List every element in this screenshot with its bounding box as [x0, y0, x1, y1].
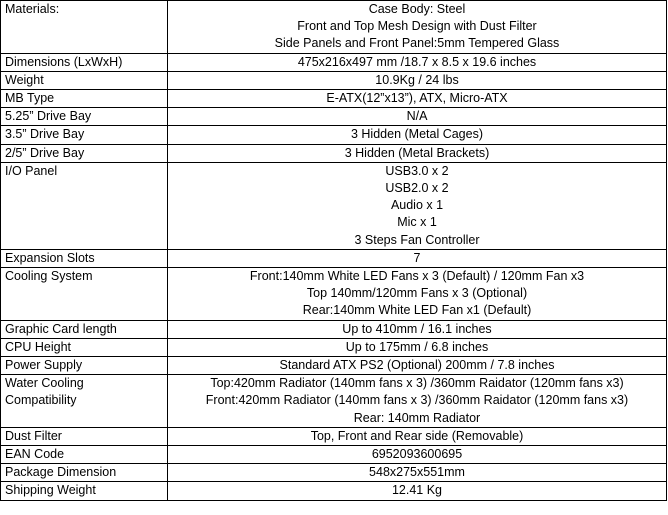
- spec-value-line: Audio x 1: [390, 198, 444, 213]
- spec-label: 5.25” Drive Bay: [1, 108, 168, 126]
- spec-value-line: Front:140mm White LED Fans x 3 (Default) / 120mm Fan x3: [249, 269, 585, 284]
- spec-value-line: Top 140mm/120mm Fans x 3 (Optional): [306, 286, 528, 301]
- spec-label: Package Dimension: [1, 464, 168, 482]
- table-row: [1, 71, 667, 89]
- spec-label: 3.5” Drive Bay: [1, 126, 168, 144]
- table-row: [1, 427, 667, 445]
- spec-label: MB Type: [1, 90, 168, 108]
- spec-value: [168, 1, 667, 54]
- table-row: [1, 482, 667, 500]
- spec-value: 3 Hidden (Metal Brackets): [168, 144, 667, 162]
- table-row: [1, 90, 667, 108]
- spec-value: 475x216x497 mm /18.7 x 8.5 x 19.6 inches: [168, 53, 667, 71]
- spec-label: CPU Height: [1, 338, 168, 356]
- spec-value-line: Side Panels and Front Panel:5mm Tempered Glass: [274, 36, 560, 51]
- spec-label-line: Compatibility: [5, 393, 77, 408]
- table-row: [1, 357, 667, 375]
- spec-label: Shipping Weight: [1, 482, 168, 500]
- spec-value: Up to 175mm / 6.8 inches: [168, 338, 667, 356]
- spec-label: Dimensions (LxWxH): [1, 53, 168, 71]
- table-row: [1, 464, 667, 482]
- table-row: [1, 162, 667, 249]
- spec-label: 2/5” Drive Bay: [1, 144, 168, 162]
- table-row: [1, 126, 667, 144]
- spec-label: Cooling System: [1, 268, 168, 321]
- table-row: [1, 320, 667, 338]
- spec-value-line: Rear: 140mm Radiator: [353, 410, 481, 425]
- spec-label: [1, 375, 168, 428]
- spec-value-line: Front and Top Mesh Design with Dust Filter: [297, 19, 537, 34]
- table-row: [1, 144, 667, 162]
- spec-value-line: Case Body: Steel: [368, 2, 466, 16]
- spec-value-line: 3 Steps Fan Controller: [354, 232, 480, 247]
- spec-label: Dust Filter: [1, 427, 168, 445]
- spec-value-line: Top:420mm Radiator (140mm fans x 3) /360mm Raidator (120mm fans x3): [210, 376, 624, 391]
- table-row: [1, 108, 667, 126]
- spec-value: 6952093600695: [168, 446, 667, 464]
- spec-value: 10.9Kg / 24 lbs: [168, 71, 667, 89]
- spec-label: I/O Panel: [1, 162, 168, 249]
- spec-value: 548x275x551mm: [168, 464, 667, 482]
- spec-value-line: USB2.0 x 2: [385, 181, 449, 196]
- spec-value: [168, 268, 667, 321]
- spec-label: Graphic Card length: [1, 320, 168, 338]
- spec-value-line: Front:420mm Radiator (140mm fans x 3) /360mm Raidator (120mm fans x3): [205, 393, 629, 408]
- spec-value-line: Mic x 1: [397, 215, 437, 230]
- spec-label: Materials:: [1, 1, 168, 54]
- table-row: [1, 249, 667, 267]
- spec-value: 7: [168, 249, 667, 267]
- table-row: [1, 375, 667, 428]
- spec-label: Expansion Slots: [1, 249, 168, 267]
- spec-label: Power Supply: [1, 357, 168, 375]
- spec-value: 12.41 Kg: [168, 482, 667, 500]
- spec-value: 3 Hidden (Metal Cages): [168, 126, 667, 144]
- table-row: [1, 268, 667, 321]
- spec-label: EAN Code: [1, 446, 168, 464]
- spec-value: Top, Front and Rear side (Removable): [168, 427, 667, 445]
- spec-label-line: Water Cooling: [5, 376, 84, 391]
- spec-value: Standard ATX PS2 (Optional) 200mm / 7.8 inches: [168, 357, 667, 375]
- spec-value: [168, 375, 667, 428]
- table-row: [1, 446, 667, 464]
- spec-value-line: USB3.0 x 2: [385, 163, 449, 178]
- spec-value: N/A: [168, 108, 667, 126]
- spec-value: [168, 162, 667, 249]
- spec-value: E-ATX(12”x13”), ATX, Micro-ATX: [168, 90, 667, 108]
- table-row: [1, 338, 667, 356]
- spec-label: Weight: [1, 71, 168, 89]
- spec-value: Up to 410mm / 16.1 inches: [168, 320, 667, 338]
- table-row: [1, 1, 667, 54]
- table-row: [1, 53, 667, 71]
- spec-value-line: Rear:140mm White LED Fan x1 (Default): [302, 303, 532, 318]
